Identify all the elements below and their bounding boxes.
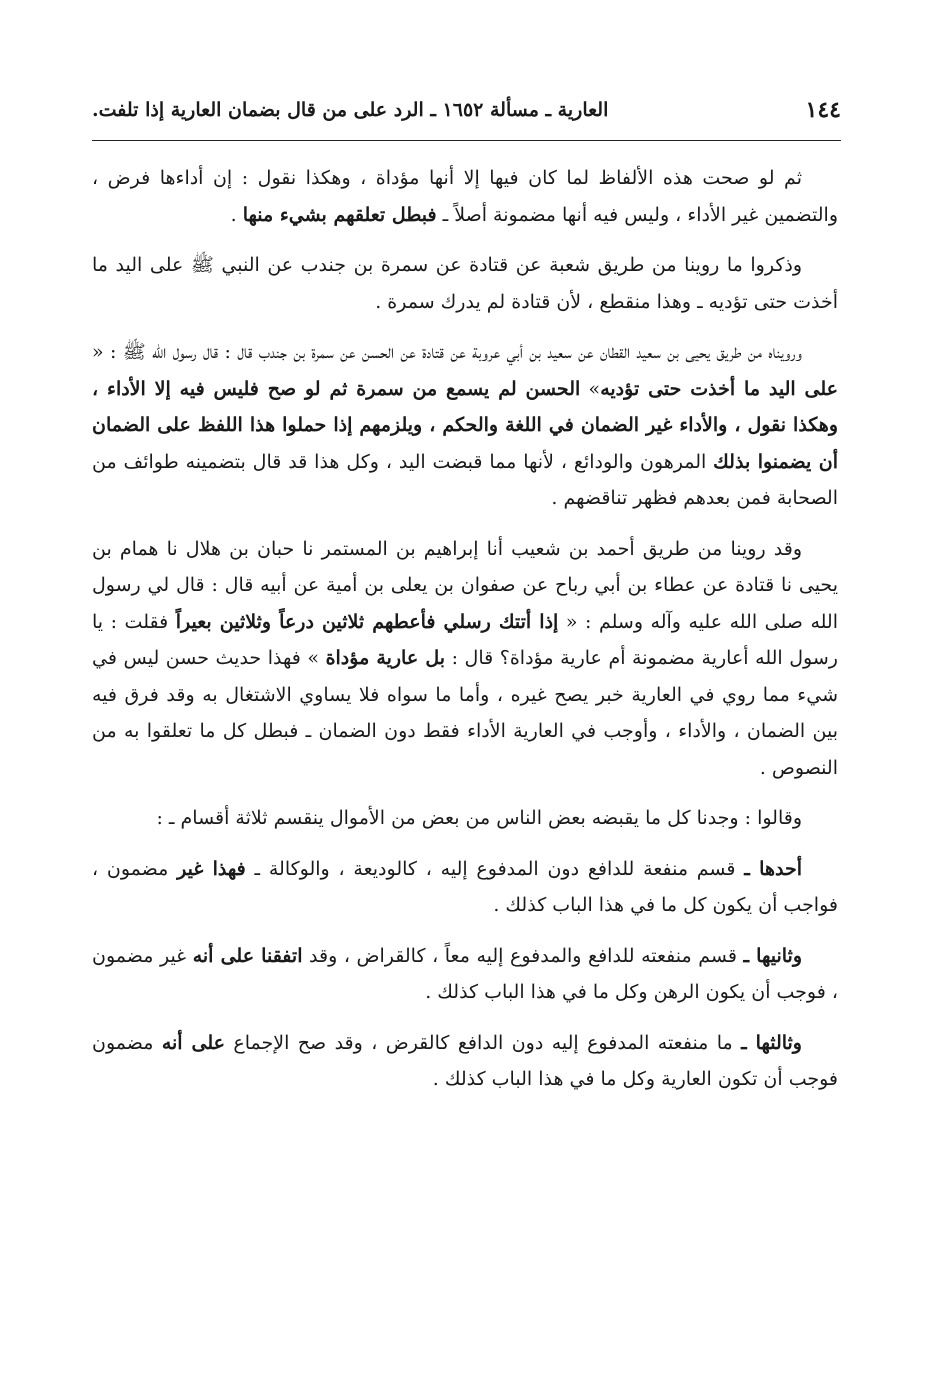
text-segment: وذكروا ما روينا من طريق شعبة عن قتادة عن سمرة بن جندب عن النبي ﷺ على اليد ما أخذت حتى تؤديه ـ وهذا منقطع ، لأن قتادة لم يدرك سمرة . [92, 254, 838, 313]
page-number: ١٤٤ [805, 97, 841, 123]
paragraph [92, 247, 838, 320]
text-segment: قسم منفعة للدافع دون المدفوع إليه ، كالوديعة ، والوكالة ـ [245, 857, 745, 880]
bold-text-segment: وثالثها ـ [741, 1031, 802, 1054]
bold-text-segment: فهذا غير [177, 857, 246, 880]
paragraph [92, 531, 838, 787]
text-segment: ورويناه من طريق يحيى بن سعيد القطان عن سعيد بن أبي عروبة عن قتادة عن الحسن عن سمرة بن جندب قال : قال رسول الله ﷺ : « [92, 341, 802, 363]
page-body [92, 160, 838, 1112]
text-segment: قسم منفعته للدافع والمدفوع إليه معاً ، كالقراض ، وقد [302, 944, 744, 967]
text-segment: » فهذا حديث حسن ليس في شيء مما روي في العارية خبر يصح غيره ، وأما ما سواه فلا يساوي الاشتغال به وقد فرق فيه بين الضمان ، والأداء ، وأوجب في العارية الأداء فقط دون الضمان ـ فبطل كل ما تعلقوا به من النصوص . [92, 647, 838, 779]
bold-text-segment: على اليد ما أخذت حتى تؤديه [600, 377, 838, 400]
bold-text-segment: وثانيها ـ [743, 944, 803, 967]
paragraph [92, 1025, 838, 1098]
page-header [92, 92, 841, 128]
text-segment: » [580, 377, 601, 400]
text-segment: المرهون والودائع ، لأنها مما قبضت اليد ، وكل هذا قد قال بتضمينه طوائف من الصحابة فمن بعدهم فظهر تناقضهم . [92, 450, 838, 509]
bold-text-segment: اتفقنا على أنه [192, 944, 303, 967]
text-segment: وقد روينا من طريق أحمد بن شعيب أنا إبراهيم بن المستمر نا حبان بن هلال نا همام بن يحيى نا قتادة عن عطاء بن أبي رباح عن صفوان بن يعلى بن أمية عن أبيه قال : قال لي رسول الله صلى الله عليه وآله وسلم : « [92, 537, 838, 633]
paragraph [92, 160, 838, 233]
text-segment: فقلت : يا رسول الله أعارية مضمونة أم عارية مؤداة؟ قال : [92, 610, 838, 669]
bold-text-segment: بل عارية مؤداة [325, 647, 445, 669]
header-divider [92, 140, 841, 141]
running-title: العارية ـ مسألة ١٦٥٢ ـ الرد على من قال بضمان العارية إذا تلفت. [92, 99, 609, 121]
text-segment: ثم لو صحت هذه الألفاظ لما كان فيها إلا أنها مؤداة ، وهكذا نقول : إن أداءها فرض ، والتضمين غير الأداء ، وليس فيه أنها مضمونة أصلاً ـ [92, 167, 838, 226]
paragraph [92, 334, 838, 517]
bold-text-segment: أحدها ـ [744, 857, 802, 880]
text-segment: غير مضمون ، فوجب أن يكون الرهن وكل ما في هذا الباب كذلك . [92, 944, 838, 1003]
text-segment: مضمون فوجب أن تكون العارية وكل ما في هذا الباب كذلك . [92, 1031, 838, 1090]
paragraph [92, 800, 838, 837]
bold-text-segment: على أنه [161, 1031, 226, 1054]
bold-text-segment: الحسن لم يسمع من سمرة ثم لو صح فليس فيه إلا الأداء ، وهكذا نقول ، والأداء غير الضمان في اللغة والحكم ، ويلزمهم إذا حملوا هذا اللفظ على الضمان أن يضمنوا بذلك [92, 377, 838, 473]
text-segment: ما منفعته المدفوع إليه دون الدافع كالقرض ، وقد صح الإجماع [225, 1031, 742, 1054]
text-segment: . [230, 203, 243, 226]
bold-text-segment: إذا أتتك رسلي فأعطهم ثلاثين درعاً وثلاثين بعيراً [175, 610, 559, 633]
text-segment: وقالوا : وجدنا كل ما يقبضه بعض الناس من بعض من الأموال ينقسم ثلاثة أقسام ـ : [156, 807, 802, 829]
bold-text-segment: فبطل تعلقهم بشيء منها [242, 203, 437, 226]
paragraph [92, 938, 838, 1011]
paragraph [92, 851, 838, 924]
text-segment: مضمون ، فواجب أن يكون كل ما في هذا الباب كذلك . [92, 857, 838, 916]
